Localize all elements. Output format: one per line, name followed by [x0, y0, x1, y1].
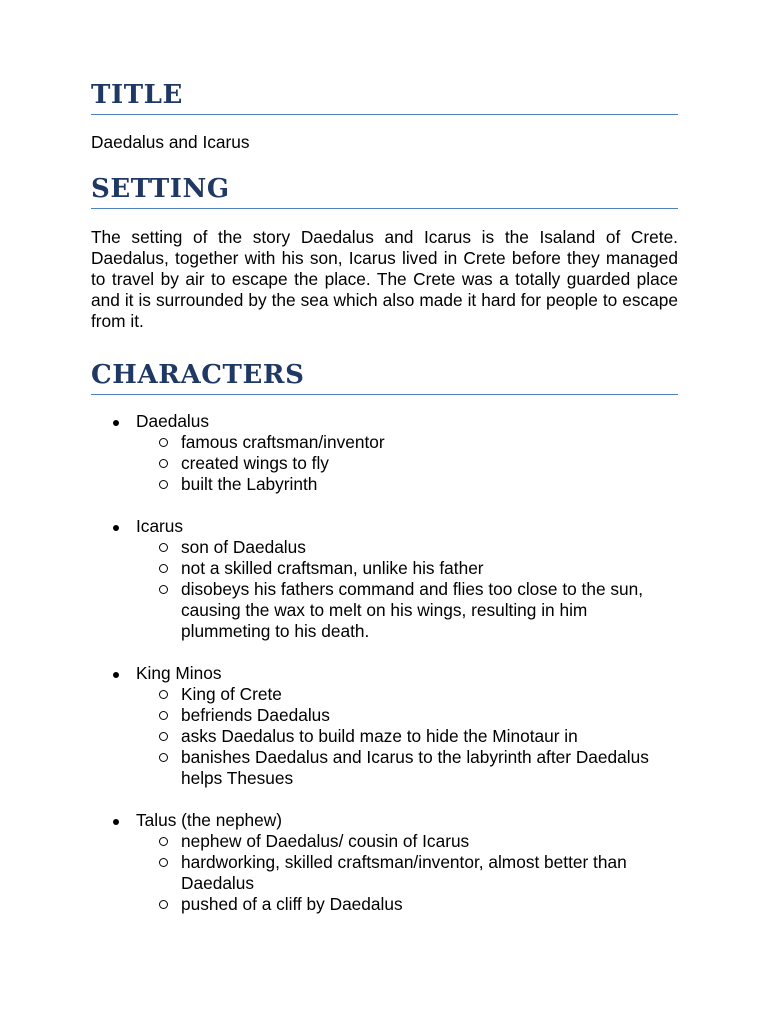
bullet-circle-icon	[159, 690, 168, 699]
document-page	[91, 78, 678, 936]
character-detail-text: nephew of Daedalus/ cousin of Icarus	[181, 831, 470, 851]
bullet-circle-icon	[159, 858, 168, 867]
character-detail-item	[136, 579, 678, 642]
bullet-circle-icon	[159, 438, 168, 447]
character-detail-text: pushed of a cliff by Daedalus	[181, 894, 403, 914]
bullet-circle-icon	[159, 585, 168, 594]
bullet-circle-icon	[159, 732, 168, 741]
character-detail-item	[136, 726, 678, 747]
character-detail-list	[136, 831, 678, 915]
character-detail-text: disobeys his fathers command and flies too close to the sun, causing the wax to melt on his wings, resulting in him plummeting to his death.	[181, 579, 644, 641]
character-detail-item	[136, 474, 678, 495]
setting-paragraph: The setting of the story Daedalus and Icarus is the Isaland of Crete. Daedalus, together with his son, Icarus lived in Crete before they managed to travel by air to escape the place. The Crete was a totally guarded place and it is surrounded by the sea which also made it hard for people to escape from it.	[91, 227, 678, 331]
character-detail-item	[136, 432, 678, 453]
bullet-circle-icon	[159, 543, 168, 552]
bullet-circle-icon	[159, 459, 168, 468]
character-detail-text: son of Daedalus	[181, 537, 306, 557]
character-detail-text: hardworking, skilled craftsman/inventor, almost better than Daedalus	[181, 852, 627, 893]
character-detail-text: built the Labyrinth	[181, 474, 318, 494]
character-item	[91, 516, 678, 642]
bullet-dot-icon	[113, 819, 119, 825]
character-detail-text: created wings to fly	[181, 453, 329, 473]
characters-heading: CHARACTERS	[91, 358, 678, 395]
bullet-circle-icon	[159, 900, 168, 909]
bullet-circle-icon	[159, 564, 168, 573]
character-detail-list	[136, 684, 678, 789]
character-detail-text: banishes Daedalus and Icarus to the labyrinth after Daedalus helps Thesues	[181, 747, 649, 788]
character-detail-item	[136, 894, 678, 915]
bullet-circle-icon	[159, 711, 168, 720]
bullet-circle-icon	[159, 480, 168, 489]
character-name: Talus (the nephew)	[136, 810, 283, 830]
character-detail-text: asks Daedalus to build maze to hide the Minotaur in	[181, 726, 578, 746]
bullet-dot-icon	[113, 672, 119, 678]
title-heading: TITLE	[91, 78, 678, 115]
setting-heading: SETTING	[91, 172, 678, 209]
story-title: Daedalus and Icarus	[91, 132, 250, 152]
character-detail-item	[136, 852, 678, 894]
character-detail-item	[136, 831, 678, 852]
character-list	[91, 411, 678, 915]
character-detail-text: not a skilled craftsman, unlike his father	[181, 558, 484, 578]
bullet-dot-icon	[113, 525, 119, 531]
character-detail-list	[136, 537, 678, 642]
character-detail-item	[136, 453, 678, 474]
character-name: Daedalus	[136, 411, 210, 431]
bullet-circle-icon	[159, 837, 168, 846]
bullet-circle-icon	[159, 753, 168, 762]
character-detail-item	[136, 558, 678, 579]
character-detail-item	[136, 537, 678, 558]
character-item	[91, 663, 678, 789]
character-detail-text: befriends Daedalus	[181, 705, 330, 725]
bullet-dot-icon	[113, 420, 119, 426]
character-name: Icarus	[136, 516, 184, 536]
character-detail-item	[136, 747, 678, 789]
character-detail-item	[136, 684, 678, 705]
character-detail-item	[136, 705, 678, 726]
character-item	[91, 810, 678, 915]
character-item	[91, 411, 678, 495]
character-detail-list	[136, 432, 678, 495]
character-detail-text: King of Crete	[181, 684, 282, 704]
character-detail-text: famous craftsman/inventor	[181, 432, 385, 452]
character-name: King Minos	[136, 663, 222, 683]
